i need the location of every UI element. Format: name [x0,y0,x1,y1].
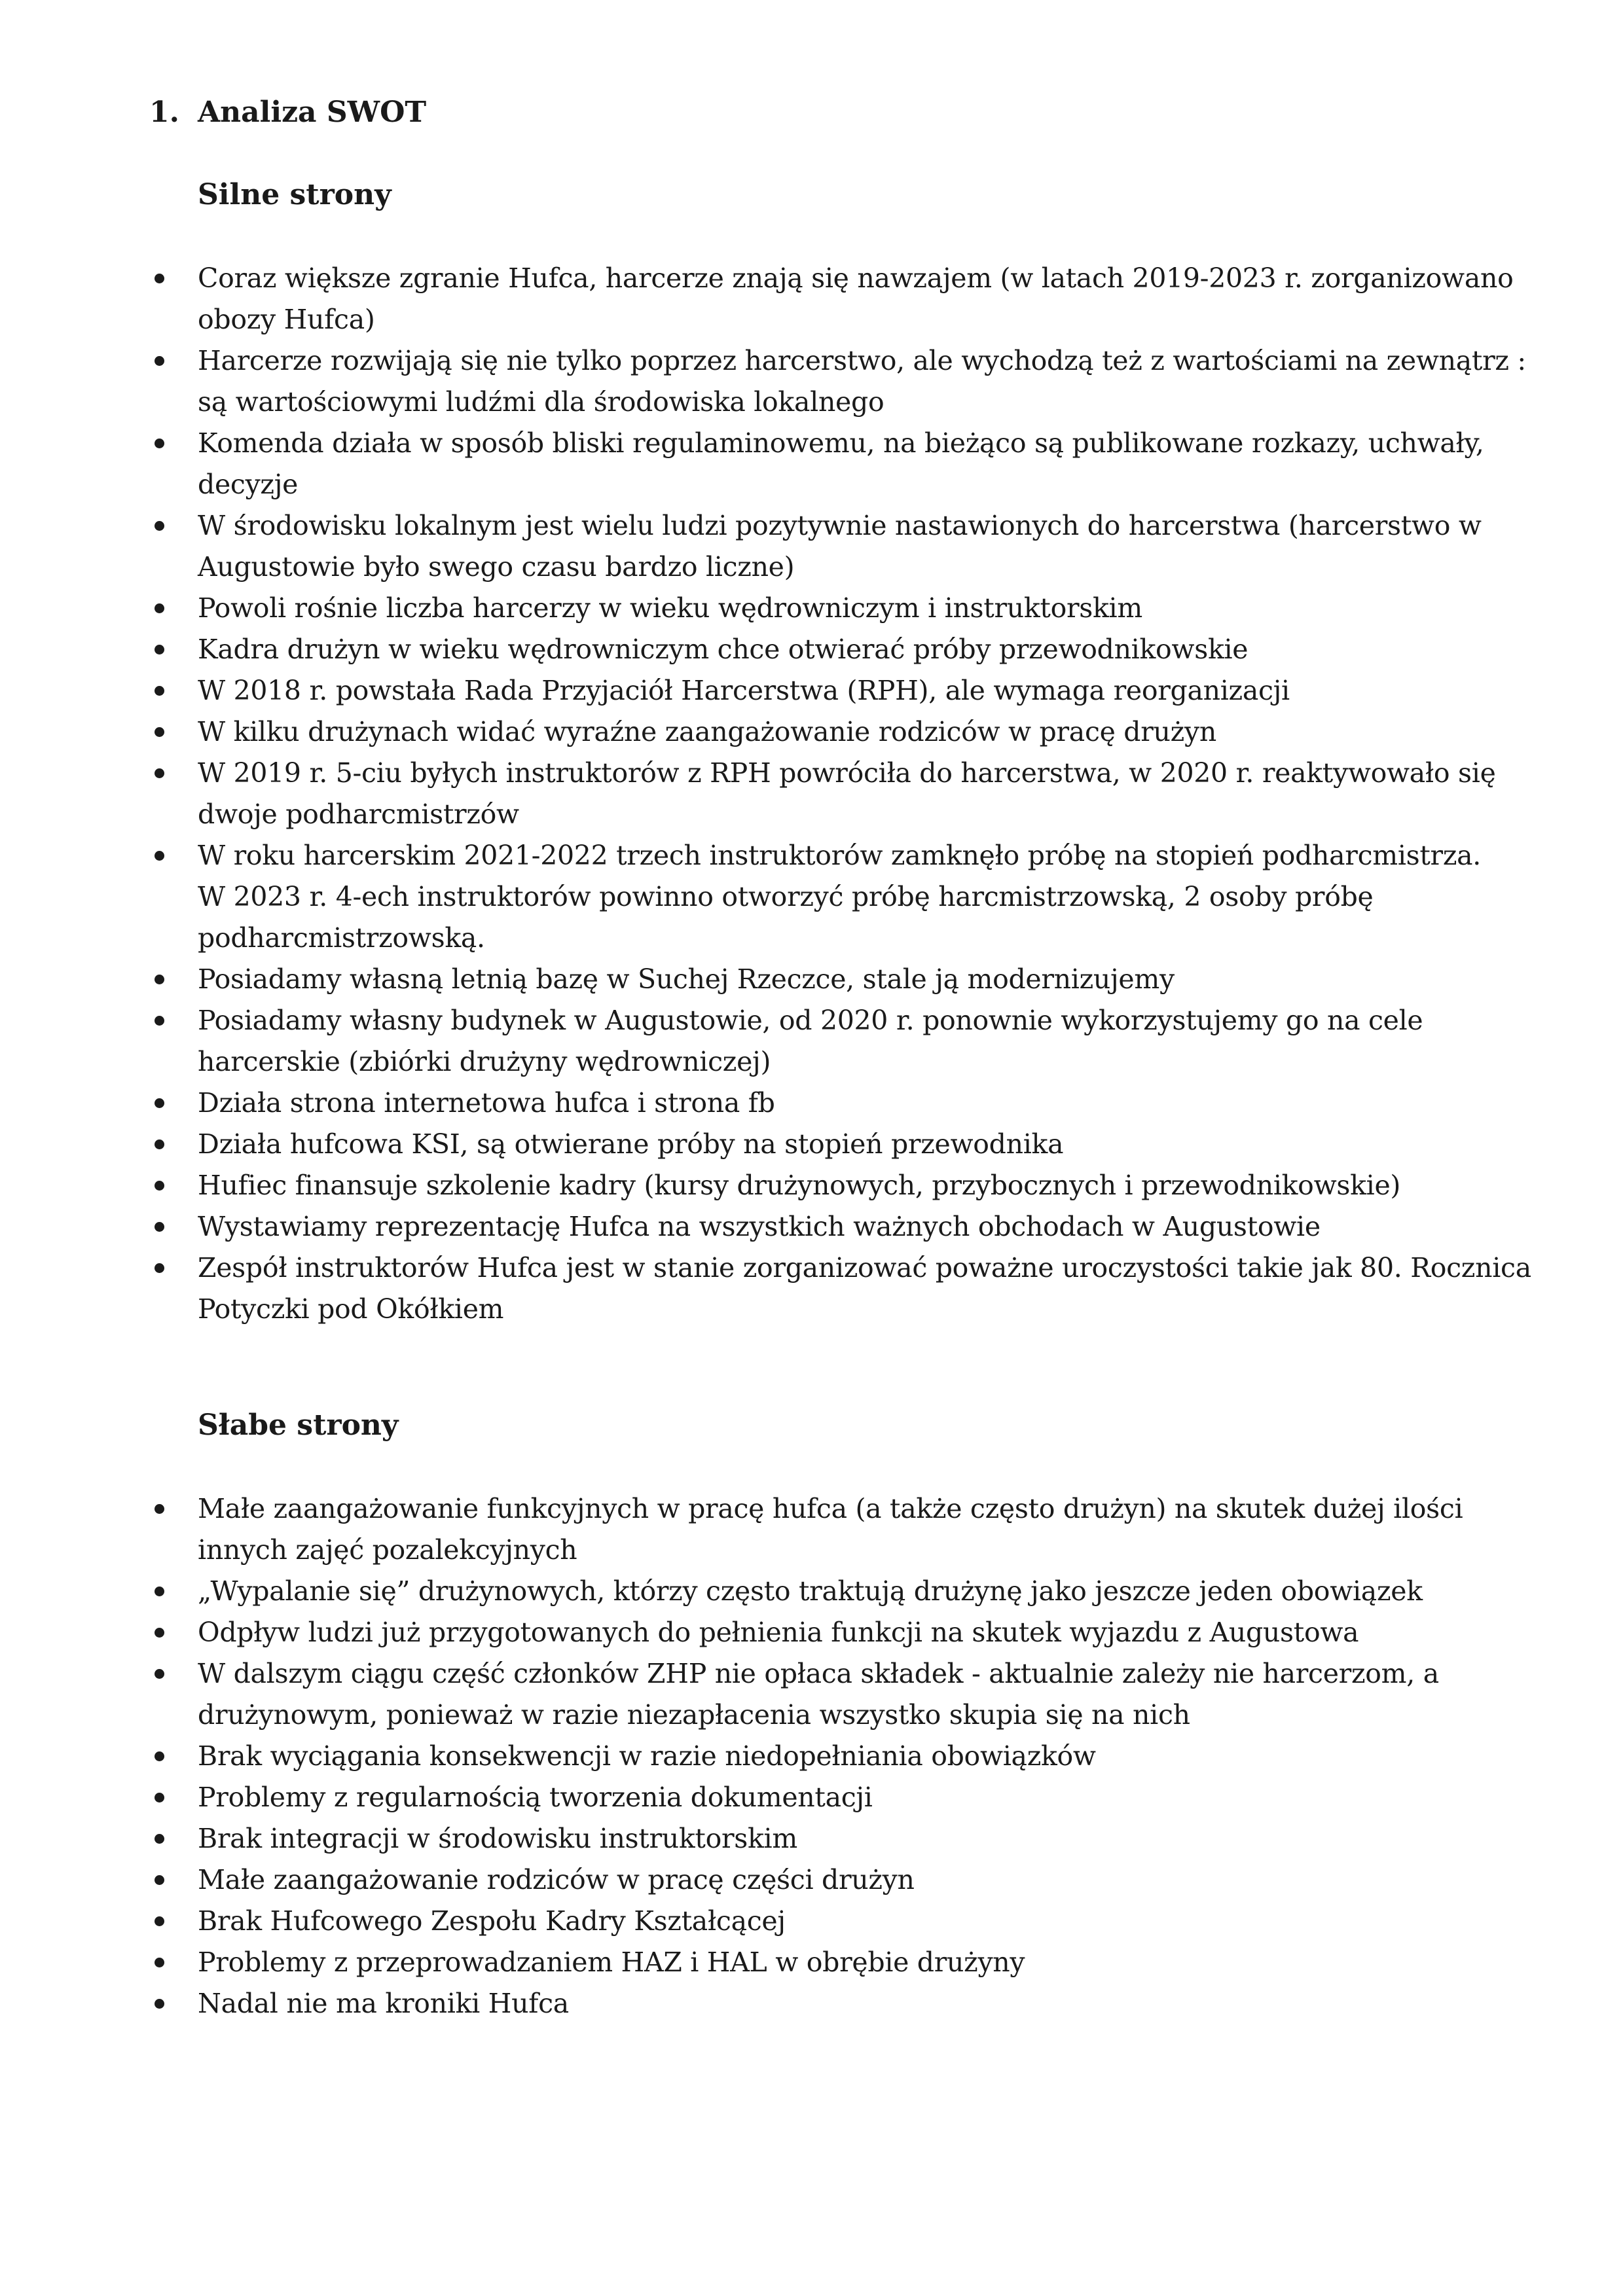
list-item [0,1736,1540,1777]
bullet-icon [155,1958,164,1967]
bullet-icon [155,1669,164,1679]
list-item-line: innych zajęć pozalekcyjnych [198,1534,577,1566]
list-item-line: Brak wyciągania konsekwencji w razie niedopełniania obowiązków [198,1740,1096,1772]
bullet-icon [155,1793,164,1803]
list-item [0,1247,1540,1330]
list-item [0,258,1540,340]
list-item-line: drużynowym, ponieważ w razie niezapłacenia wszystko skupia się na nich [198,1699,1190,1731]
list-item-line: Działa strona internetowa hufca i strona fb [198,1087,775,1119]
list-item [0,1818,1540,1859]
bullet-icon [155,356,164,366]
list-item-line: Działa hufcowa KSI, są otwierane próby na stopień przewodnika [198,1128,1064,1160]
bullet-icon [155,686,164,696]
list-item-line: Posiadamy własny budynek w Augustowie, od 2020 r. ponownie wykorzystujemy go na cele [198,1005,1423,1036]
list-item-line: W 2023 r. 4-ech instruktorów powinno otworzyć próbę harcmistrzowską, 2 osoby próbę [198,881,1374,912]
list-item-line: Coraz większe zgranie Hufca, harcerze znają się nawzajem (w latach 2019-2023 r. zorganizowano [198,262,1514,294]
bullet-icon [155,645,164,655]
list-item-line: Augustowie było swego czasu bardzo liczne) [198,551,795,583]
bullet-icon [155,1834,164,1844]
bullet-icon [155,1016,164,1026]
bullet-icon [155,975,164,984]
list-item [0,588,1540,629]
bullet-icon [155,1504,164,1514]
list-item-line: Wystawiamy reprezentację Hufca na wszystkich ważnych obchodach w Augustowie [198,1211,1321,1242]
list-item-line: Komenda działa w sposób bliski regulaminowemu, na bieżąco są publikowane rozkazy, uchwały, [198,427,1484,459]
bullet-icon [155,1139,164,1149]
list-item-line: podharcmistrzowską. [198,922,485,954]
list-item-line: Harcerze rozwijają się nie tylko poprzez harcerstwo, ale wychodzą też z wartościami na zewnątrz : [198,345,1526,376]
list-item-line: W roku harcerskim 2021-2022 trzech instruktorów zamknęło próbę na stopień podharcmistrza. [198,840,1482,871]
bullet-icon [155,1751,164,1761]
list-item [0,835,1540,959]
list-item-line: Brak integracji w środowisku instruktorskim [198,1823,797,1854]
bullet-icon [155,1875,164,1885]
weaknesses-list [0,1488,1623,2024]
list-item-line: Małe zaangażowanie rodziców w pracę części drużyn [198,1864,915,1895]
list-item-line: Kadra drużyn w wieku wędrowniczym chce otwierać próby przewodnikowskie [198,634,1249,665]
list-item [0,670,1540,711]
bullet-icon [155,1916,164,1926]
bullet-icon [155,274,164,283]
list-item-line: W dalszym ciągu część członków ZHP nie opłaca składek - aktualnie zależy nie harcerzom, a [198,1658,1439,1689]
list-item-line: Nadal nie ma kroniki Hufca [198,1988,569,2019]
list-item-line: są wartościowymi ludźmi dla środowiska lokalnego [198,386,884,418]
list-item-line: dwoje podharcmistrzów [198,798,519,830]
list-item [0,423,1540,505]
section-heading [149,92,426,134]
bullet-icon [155,1222,164,1232]
bullet-icon [155,603,164,613]
list-item [0,1653,1540,1736]
list-item-line: Brak Hufcowego Zespołu Kadry Kształcącej [198,1905,786,1937]
list-item-line: Powoli rośnie liczba harcerzy w wieku wędrowniczym i instruktorskim [198,592,1142,624]
list-item [0,340,1540,423]
list-item [0,1124,1540,1165]
list-item [0,1942,1540,1983]
bullet-icon [155,727,164,737]
list-item [0,629,1540,670]
section-number: 1. [149,96,179,129]
list-item [0,1000,1540,1083]
list-item [0,1983,1540,2024]
list-item-line: „Wypalanie się” drużynowych, którzy często traktują drużynę jako jeszcze jeden obowiązek [198,1575,1423,1607]
bullet-icon [155,851,164,861]
list-item-line: Zespół instruktorów Hufca jest w stanie zorganizować poważne uroczystości takie jak 80. Rocznica [198,1252,1531,1283]
list-item-line: Hufiec finansuje szkolenie kadry (kursy drużynowych, przybocznych i przewodnikowskie) [198,1170,1401,1201]
list-item-line: obozy Hufca) [198,304,375,335]
list-item-line: W 2019 r. 5-ciu byłych instruktorów z RPH powróciła do harcerstwa, w 2020 r. reaktywowało się [198,757,1496,789]
list-item-line: Małe zaangażowanie funkcyjnych w pracę hufca (a także często drużyn) na skutek dużej ilości [198,1493,1463,1524]
list-item-line: W kilku drużynach widać wyraźne zaangażowanie rodziców w pracę drużyn [198,716,1216,747]
bullet-icon [155,1098,164,1108]
list-item [0,505,1540,588]
list-item [0,1083,1540,1124]
bullet-icon [155,1181,164,1191]
bullet-icon [155,439,164,448]
list-item [0,1206,1540,1247]
strengths-title: Silne strony [198,178,392,211]
list-item [0,753,1540,835]
list-item-line: Odpływ ludzi już przygotowanych do pełnienia funkcji na skutek wyjazdu z Augustowa [198,1617,1359,1648]
bullet-icon [155,521,164,531]
list-item-line: Problemy z przeprowadzaniem HAZ i HAL w obrębie drużyny [198,1946,1025,1978]
list-item [0,1488,1540,1571]
list-item-line: decyzje [198,469,299,500]
list-item [0,711,1540,753]
list-item [0,1165,1540,1206]
bullet-icon [155,1628,164,1638]
bullet-icon [155,1999,164,2009]
section-title: Analiza SWOT [198,96,427,129]
bullet-icon [155,768,164,778]
strengths-list [0,258,1623,1330]
weaknesses-title: Słabe strony [198,1408,399,1442]
list-item-line: Posiadamy własną letnią bazę w Suchej Rzeczce, stale ją modernizujemy [198,963,1175,995]
list-item [0,1571,1540,1612]
list-item [0,1901,1540,1942]
list-item-line: W środowisku lokalnym jest wielu ludzi pozytywnie nastawionych do harcerstwa (harcerstwo w [198,510,1482,541]
list-item-line: W 2018 r. powstała Rada Przyjaciół Harcerstwa (RPH), ale wymaga reorganizacji [198,675,1290,706]
list-item-line: Problemy z regularnością tworzenia dokumentacji [198,1782,873,1813]
bullet-icon [155,1587,164,1596]
list-item-line: Potyczki pod Okółkiem [198,1293,504,1325]
bullet-icon [155,1263,164,1273]
list-item [0,1859,1540,1901]
list-item [0,1612,1540,1653]
list-item [0,1777,1540,1818]
list-item [0,959,1540,1000]
list-item-line: harcerskie (zbiórki drużyny wędrowniczej) [198,1046,771,1077]
